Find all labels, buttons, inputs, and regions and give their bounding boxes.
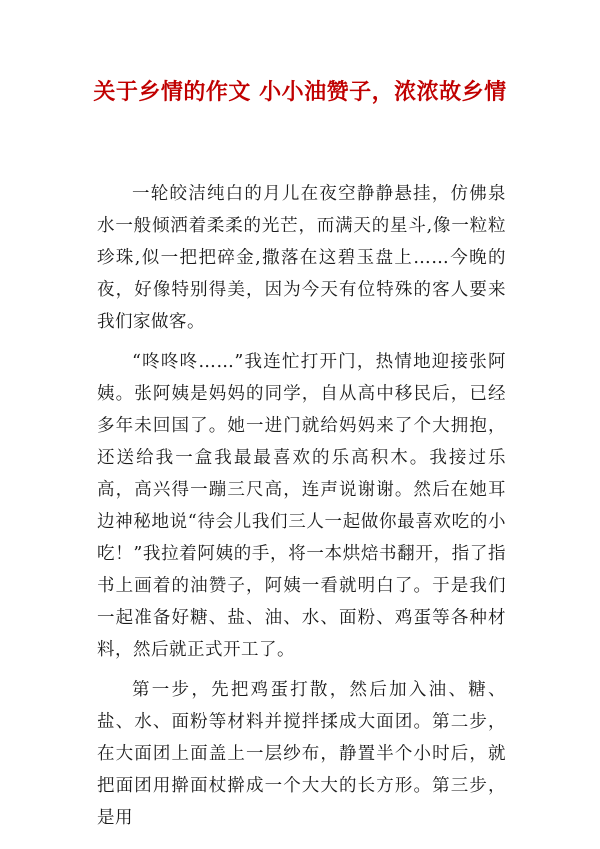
paragraph-3: 第一步，先把鸡蛋打散，然后加入油、糖、盐、水、面粉等材料并搅拌揉成大面团。第二步，在大面团上面盖上一层纱布，静置半个小时后，就把面团用擀面杖擀成一个大大的长方形。第三步，是用	[97, 680, 506, 828]
document-title: 关于乡情的作文 小小油赞子，浓浓故乡情	[93, 80, 507, 105]
paragraph-2: “咚咚咚……”我连忙打开门，热情地迎接张阿姨。张阿姨是妈妈的同学，自从高中移民后，已经多年未回国了。她一进门就给妈妈来了个大拥抱，还送给我一盒我最最喜欢的乐高积木。我接过乐高，高兴得一蹦三尺高，连声说谢谢。然后在她耳边神秘地说“待会儿我们三人一起做你最喜欢吃的小吃！”我拉着阿姨的手，将一本烘焙书翻开，指了指书上画着的油赞子，阿姨一看就明白了。于是我们一起准备好糖、盐、油、水、面粉、鸡蛋等各种材料，然后就正式开工了。	[97, 352, 506, 660]
paragraph-1: 一轮皎洁纯白的月儿在夜空静静悬挂，仿佛泉水一般倾洒着柔柔的光芒，而满天的星斗,像一粒粒珍珠,似一把把碎金,撒落在这碧玉盘上……今晚的夜，好像特别得美，因为今天有位特殊的客人要来我们家做客。	[97, 184, 506, 332]
document-body	[97, 178, 506, 842]
